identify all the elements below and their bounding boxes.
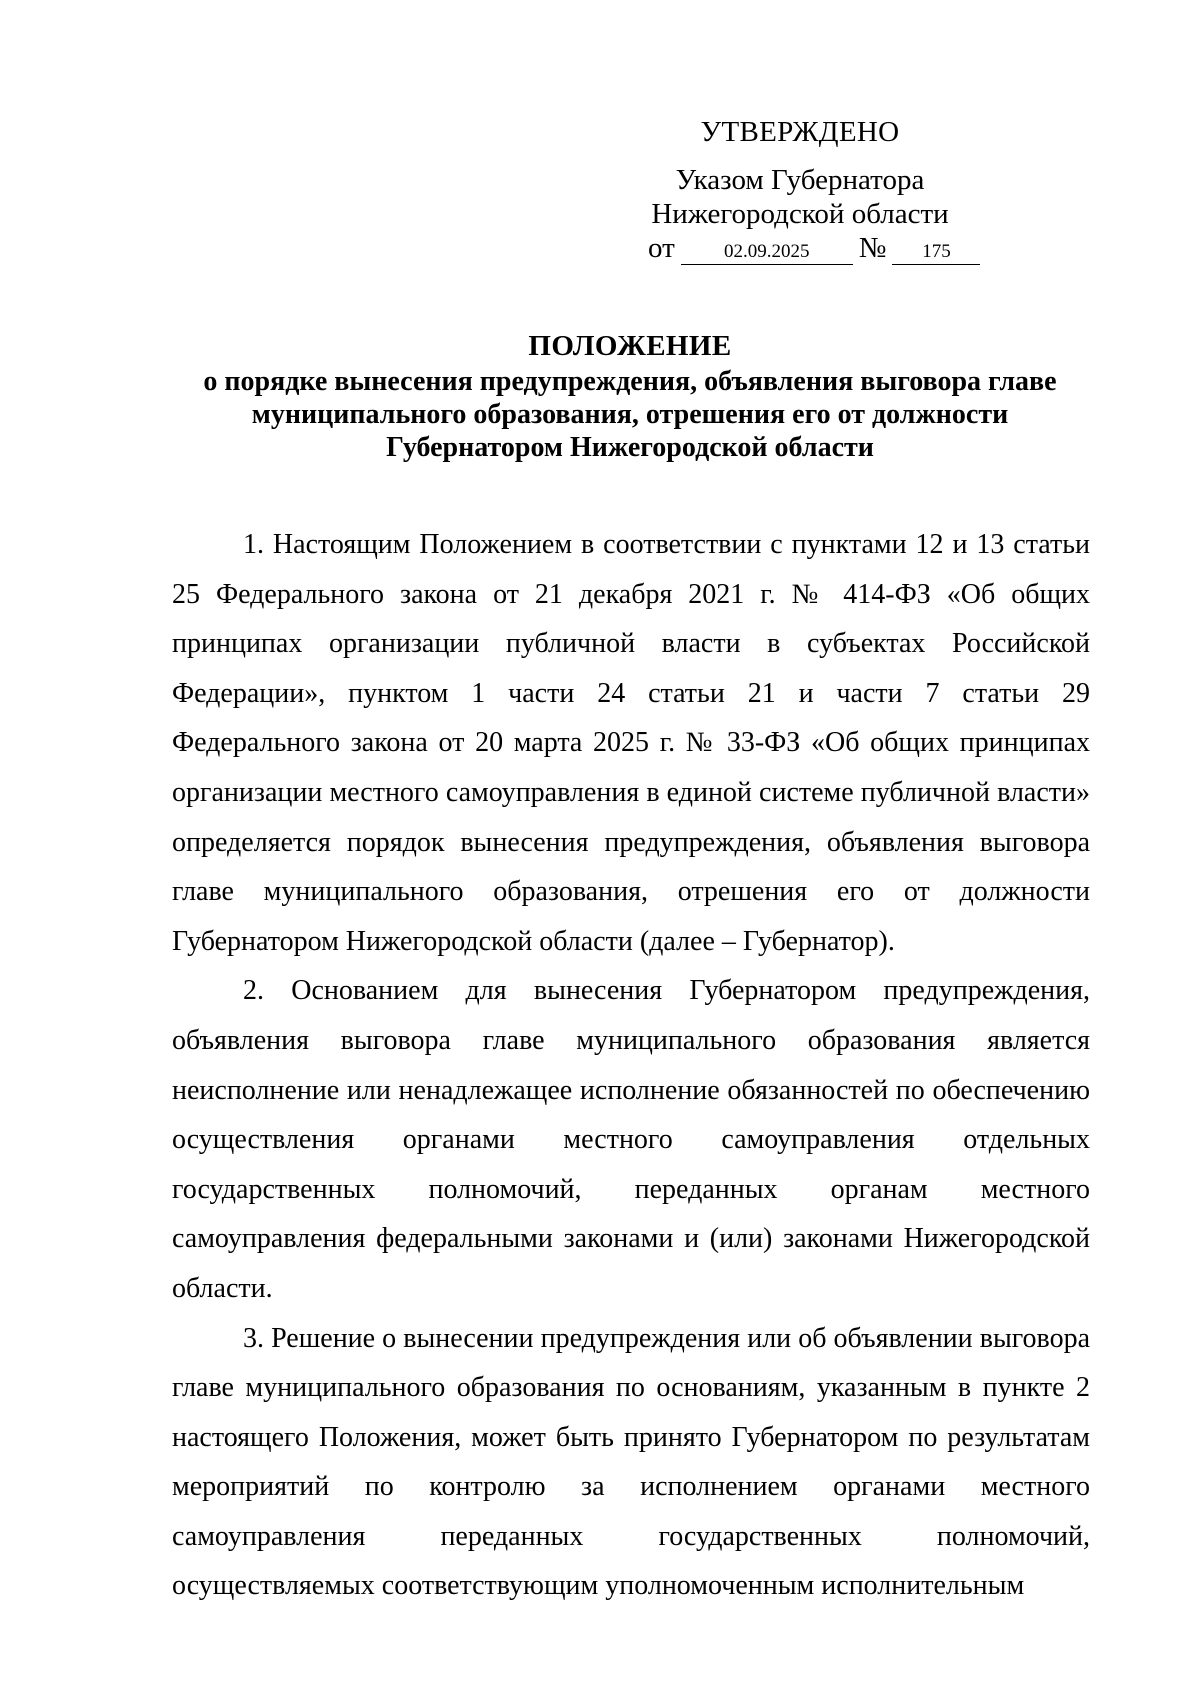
date-label: от [648, 232, 675, 264]
paragraph-1: 1. Настоящим Положением в соответствии с пунктами 12 и 13 статьи 25 Федерального закона от 21 декабря 2021 г. № 414-ФЗ «Об общих принципах организации публичной власти в субъектах Российской Федерации», пунктом 1 части 24 статьи 21 и части 7 статьи 29 Федерального закона от 20 марта 2025 г. № 33-ФЗ «Об общих принципах организации местного самоуправления в единой системе публичной власти» определяется порядок вынесения предупреждения, объявления выговора главе муниципального образования, отрешения его от должности Губернатором Нижегородской области (далее – Губернатор). [172, 529, 1090, 957]
document-title: ПОЛОЖЕНИЕ [528, 330, 732, 362]
document-subtitle-line-2: муниципального образования, отрешения его от должности [251, 399, 1009, 430]
approval-line-region: Нижегородской области [651, 198, 949, 230]
document-subtitle-line-1: о порядке вынесения предупреждения, объявления выговора главе [203, 366, 1057, 397]
date-field: 02.09.2025 [681, 240, 853, 265]
approval-line-decree: Указом Губернатора [675, 164, 925, 196]
paragraph-3: 3. Решение о вынесении предупреждения или об объявлении выговора главе муниципального образования по основаниям, указанным в пункте 2 настоящего Положения, может быть принято Губернатором по результатам мероприятий по контролю за исполнением органами местного самоуправления переданных государственных полномочий, осуществляемых соответствующим уполномоченным исполнительным [172, 1322, 1090, 1602]
document-subtitle-line-3: Губернатором Нижегородской области [386, 432, 874, 463]
paragraph-2: 2. Основанием для вынесения Губернатором предупреждения, объявления выговора главе муниципального образования является неисполнение или ненадлежащее исполнение обязанностей по обеспечению осуществления органами местного самоуправления отдельных государственных полномочий, переданных органам местного самоуправления федеральными законами и (или) законами Нижегородской области. [172, 975, 1090, 1304]
number-field: 175 [892, 240, 980, 265]
approval-date-number [648, 232, 1008, 266]
approval-heading: УТВЕРЖДЕНО [700, 116, 900, 148]
number-label: № [858, 232, 887, 264]
document-body [172, 520, 1090, 1611]
